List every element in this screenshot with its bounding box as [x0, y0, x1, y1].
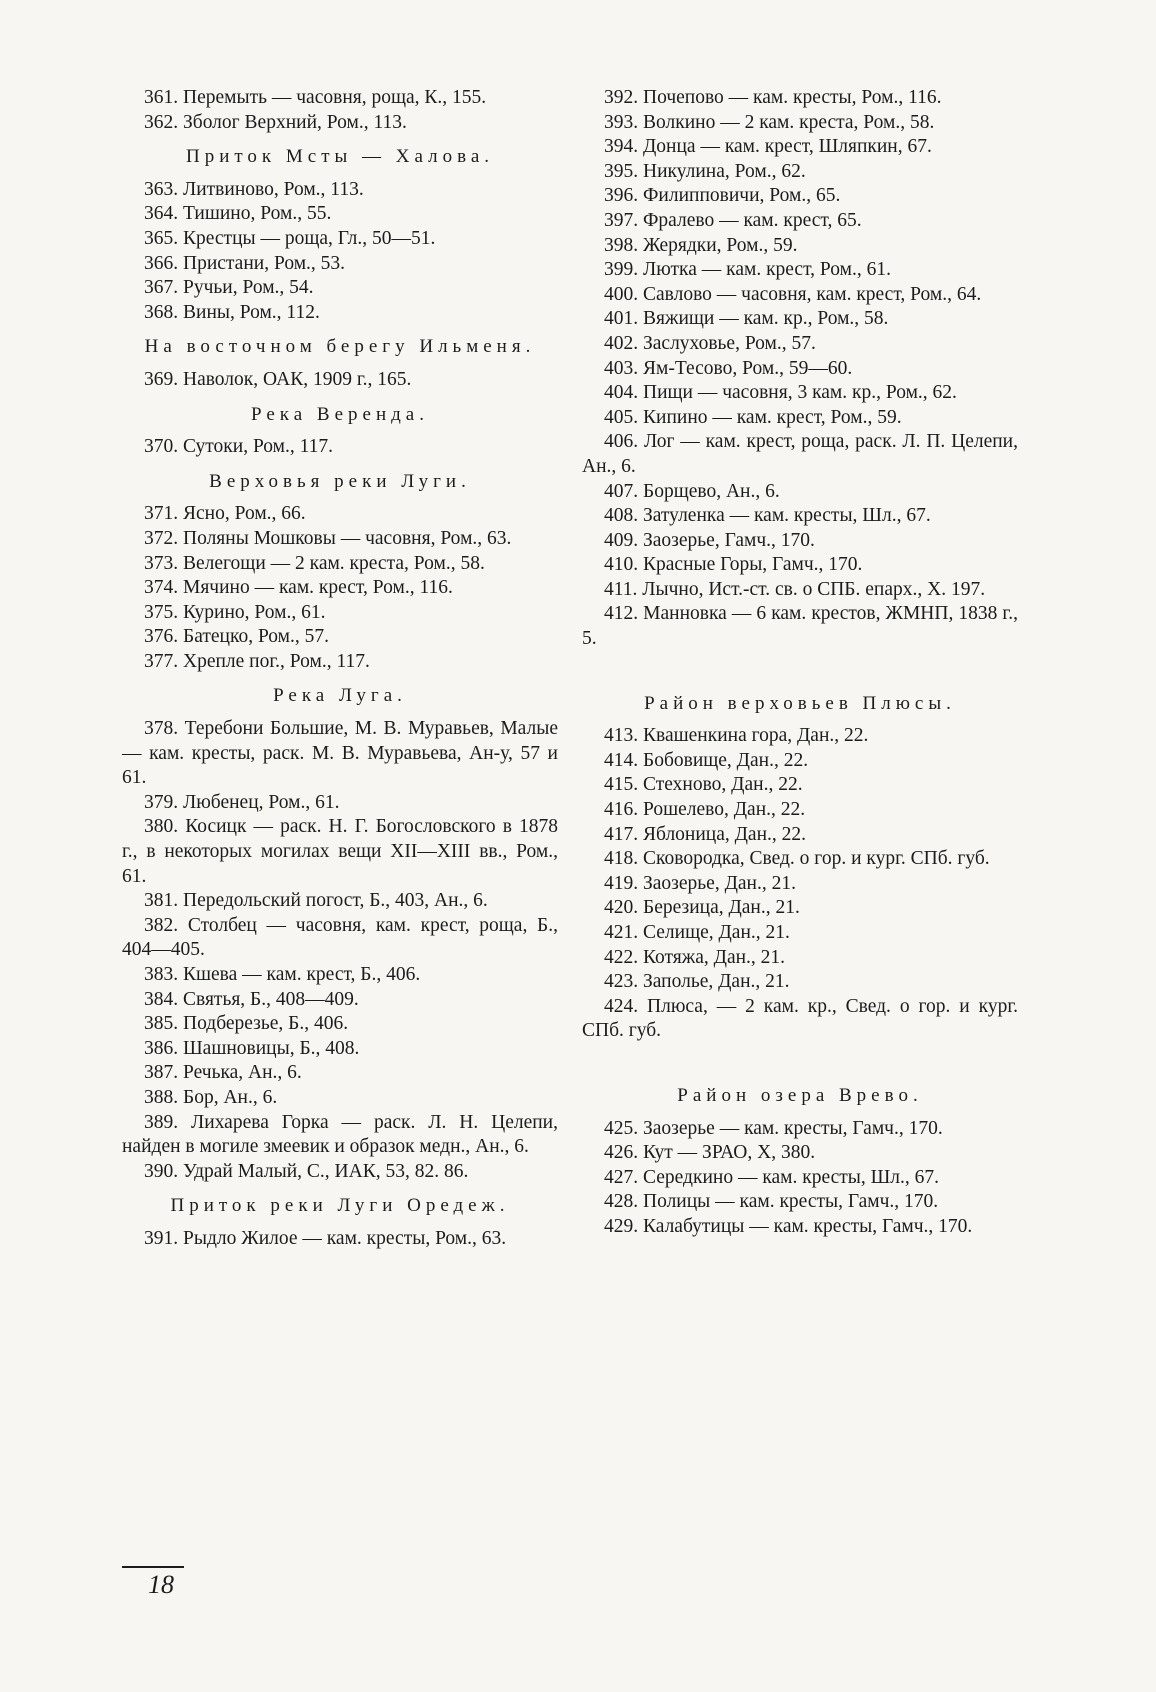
footer-rule [122, 1566, 184, 1568]
entry-item: 375. Курино, Ром., 61. [144, 601, 326, 623]
entry-item: 403. Ям-Тесово, Ром., 59—60. [604, 357, 853, 379]
entry-item: 423. Заполье, Дан., 21. [604, 971, 790, 993]
entry-item: 405. Кипино — кам. крест, Ром., 59. [604, 406, 902, 428]
entry-item: 393. Волкино — 2 кам. креста, Ром., 58. [604, 111, 935, 133]
entry-item: 425. Заозерье — кам. кресты, Гамч., 170. [604, 1117, 943, 1139]
entry-item: 377. Хрепле пог., Ром., 117. [144, 650, 370, 672]
entry-item: 371. Ясно, Ром., 66. [144, 503, 306, 525]
entry-item: 396. Филипповичи, Ром., 65. [604, 185, 841, 207]
entry-item: 376. Батецко, Ром., 57. [144, 626, 330, 648]
entry-item: 372. Поляны Мошковы — часовня, Ром., 63. [144, 527, 512, 549]
entry-item: 409. Заозерье, Гамч., 170. [604, 529, 815, 551]
entry-item: 401. Вяжищи — кам. кр., Ром., 58. [604, 308, 889, 330]
entry-item: 362. Зболог Верхний, Ром., 113. [144, 111, 407, 133]
entry-item: 397. Фралево — кам. крест, 65. [604, 209, 862, 231]
entry-item: 421. Селище, Дан., 21. [604, 922, 790, 943]
page-number: 18 [148, 1570, 174, 1599]
entry-item: 368. Вины, Ром., 112. [144, 301, 320, 323]
section-heading: Верховья реки Луги. [209, 470, 471, 492]
entry-item: 420. Березица, Дан., 21. [604, 897, 800, 919]
entry-item: 378. Теребони Большие, М. В. Муравьев, Малые — кам. кресты, раск. М. В. Муравьева, Ан-у, 57 и 61. [122, 718, 558, 789]
entry-item: 408. Затуленка — кам. кресты, Шл., 67. [604, 505, 931, 527]
entry-item: 365. Крестцы — роща, Гл., 50—51. [144, 227, 436, 249]
entry-item: 412. Манновка — 6 кам. крестов, ЖМНП, 1838 г., 5. [582, 603, 1018, 650]
entry-item: 385. Подберезье, Б., 406. [144, 1013, 349, 1035]
left-column [122, 86, 558, 1252]
entry-item: 388. Бор, Ан., 6. [144, 1086, 278, 1108]
entry-item: 411. Лычно, Ист.-ст. св. о СПБ. епарх., Х. 197. [604, 578, 986, 600]
right-column [582, 86, 1018, 1240]
entry-item: 389. Лихарева Горка — раск. Л. Н. Целепи, найден в могиле змеевик и образок медн., Ан., 6. [122, 1111, 558, 1158]
entry-item: 364. Тишино, Ром., 55. [144, 203, 332, 225]
entry-item: 382. Столбец — часовня, кам. крест, роща, Б., 404—405. [122, 914, 558, 961]
entry-item: 404. Пищи — часовня, 3 кам. кр., Ром., 62. [604, 382, 957, 404]
entry-item: 402. Заслуховье, Ром., 57. [604, 332, 816, 354]
entry-item: 428. Полицы — кам. кресты, Гамч., 170. [604, 1191, 939, 1213]
entry-item: 394. Донца — кам. крест, Шляпкин, 67. [604, 136, 932, 158]
entry-item: 367. Ручьи, Ром., 54. [144, 277, 314, 299]
entry-item: 410. Красные Горы, Гамч., 170. [604, 554, 863, 576]
entry-item: 426. Кут — ЗРАО, Х, 380. [604, 1142, 816, 1164]
entry-item: 418. Сковородка, Свед. о гор. и кург. СПб. губ. [604, 848, 990, 870]
section-heading: Река Луга. [273, 685, 407, 707]
entry-item: 373. Велегощи — 2 кам. креста, Ром., 58. [144, 552, 485, 574]
entry-item: 379. Любенец, Ром., 61. [144, 791, 340, 813]
section-heading: Река Веренда. [251, 403, 429, 425]
entry-item: 406. Лог — кам. крест, роща, раск. Л. П. Целепи, Ан., 6. [582, 431, 1018, 477]
section-heading: Приток Мсты — Халова. [185, 146, 495, 168]
entry-item: 383. Кшева — кам. крест, Б., 406. [144, 964, 421, 985]
entry-item: 417. Яблоница, Дан., 22. [604, 823, 807, 845]
entry-item: 380. Косицк — раск. Н. Г. Богословского в 1878 г., в некоторых могилах вещи XII—XIII вв., Ром., 61. [122, 816, 558, 887]
entry-item: 429. Калабутицы — кам. кресты, Гамч., 170. [604, 1215, 973, 1237]
entry-item: 392. Почепово — кам. кресты, Ром., 116. [604, 87, 942, 108]
entry-item: 361. Перемыть — часовня, роща, К., 155. [144, 87, 487, 108]
entry-item: 386. Шашновицы, Б., 408. [144, 1037, 360, 1059]
entry-item: 381. Передольский погост, Б., 403, Ан., 6. [144, 890, 488, 912]
entry-item: 387. Речька, Ан., 6. [144, 1062, 302, 1084]
entry-item: 400. Савлово — часовня, кам. крест, Ром., 64. [604, 283, 982, 305]
entry-item: 413. Квашенкина гора, Дан., 22. [604, 725, 869, 747]
entry-item: 427. Середкино — кам. кресты, Шл., 67. [604, 1166, 940, 1188]
entry-item: 407. Борщево, Ан., 6. [604, 480, 780, 502]
entry-item: 419. Заозерье, Дан., 21. [604, 872, 796, 894]
entry-item: 363. Литвиново, Ром., 113. [144, 178, 364, 200]
entry-item: 398. Жерядки, Ром., 59. [604, 234, 798, 256]
entry-item: 414. Бобовище, Дан., 22. [604, 749, 809, 771]
entry-item: 416. Рошелево, Дан., 22. [604, 799, 806, 821]
entry-item: 391. Рыдло Жилое — кам. кресты, Ром., 63. [144, 1227, 507, 1249]
entry-item: 384. Святья, Б., 408—409. [144, 988, 359, 1010]
entry-item: 399. Лютка — кам. крест, Ром., 61. [604, 259, 891, 281]
entry-item: 395. Никулина, Ром., 62. [604, 160, 806, 182]
entry-item: 390. Удрай Малый, С., ИАК, 53, 82. 86. [144, 1160, 469, 1182]
section-heading: Приток реки Луги Оредеж. [170, 1195, 510, 1217]
entry-item: 370. Сутоки, Ром., 117. [144, 436, 334, 458]
section-heading: Район верховьев Плюсы. [644, 692, 956, 714]
entry-item: 369. Наволок, ОАК, 1909 г., 165. [144, 368, 412, 390]
entry-item: 424. Плюса, — 2 кам. кр., Свед. о гор. и кург. СПб. губ. [582, 995, 1018, 1042]
entry-item: 422. Котяжа, Дан., 21. [604, 946, 786, 968]
entry-item: 366. Пристани, Ром., 53. [144, 252, 346, 274]
section-heading: На восточном берегу Ильменя. [144, 336, 536, 358]
entry-item: 415. Стехново, Дан., 22. [604, 774, 803, 796]
entry-item: 374. Мячино — кам. крест, Ром., 116. [144, 577, 453, 599]
section-heading: Район озера Врево. [677, 1084, 923, 1106]
